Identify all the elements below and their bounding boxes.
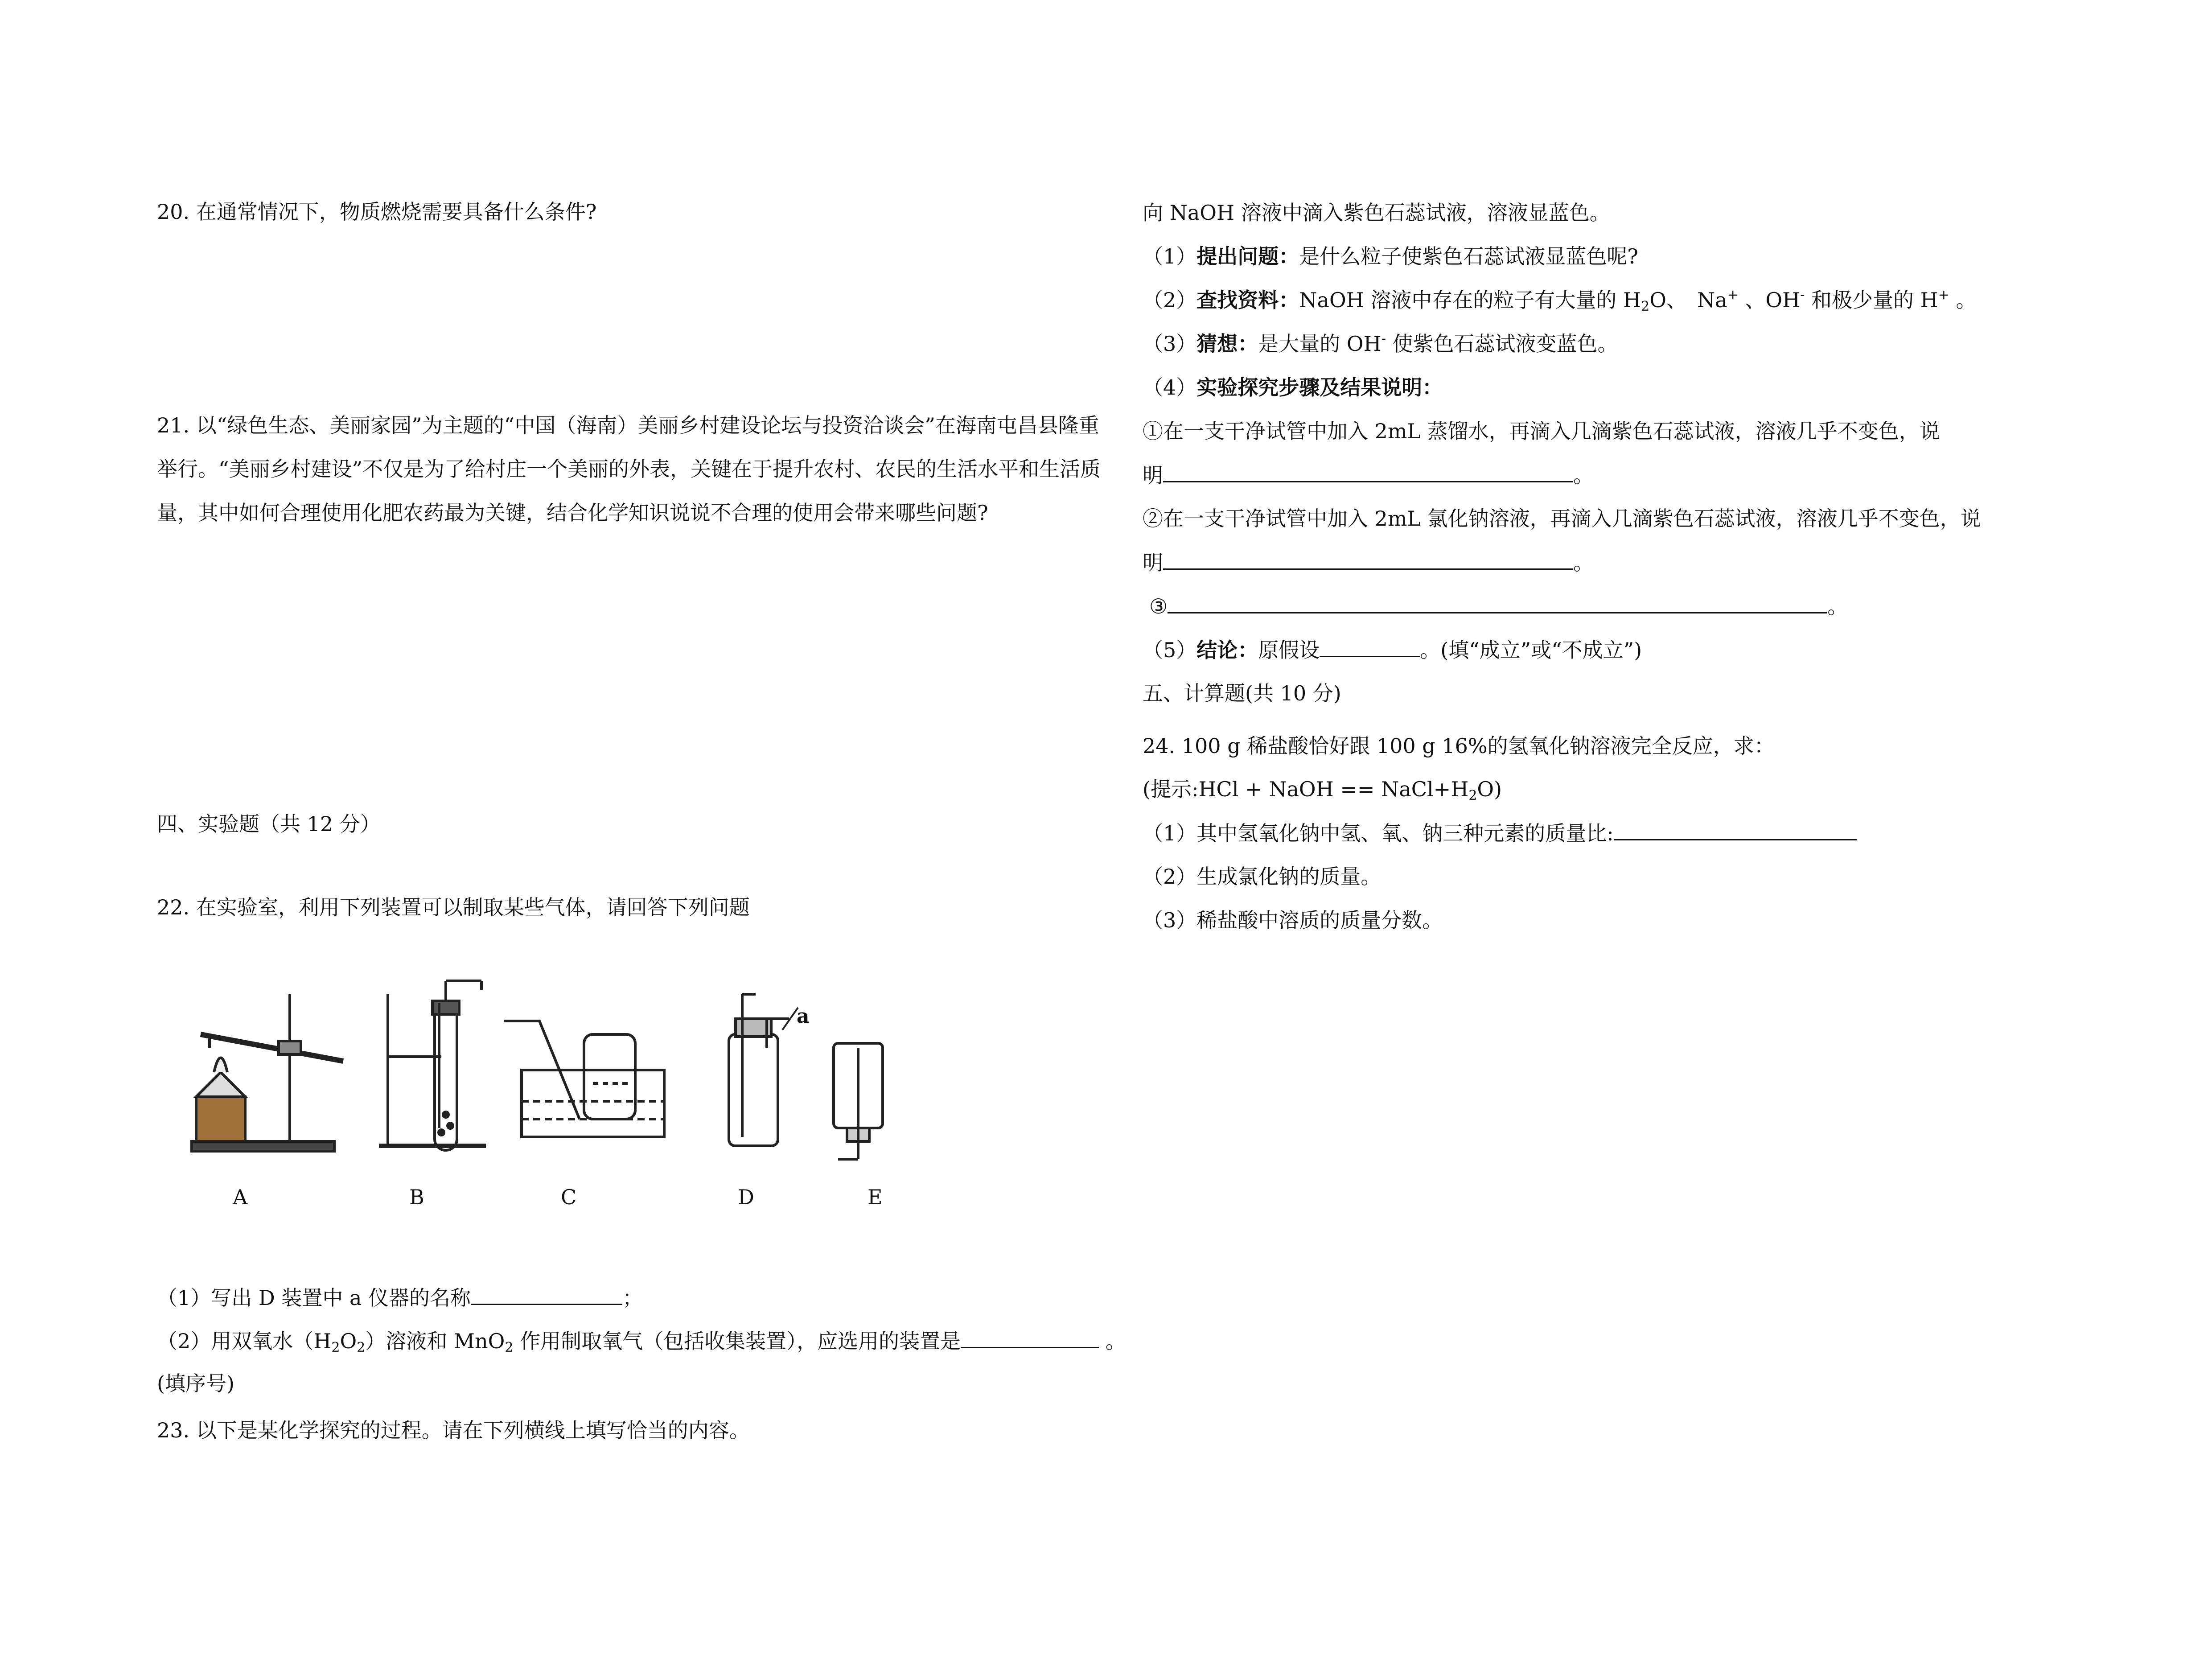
apparatus-b-drawing (379, 981, 486, 1150)
apparatus-d-marker-a: a (797, 1005, 810, 1028)
answer-blank-22-2[interactable] (961, 1327, 1099, 1348)
question-24-hint: (提示:HCl + NaOH == $NaCl+H_2O$) (1143, 777, 1502, 803)
q23-experiment-1-line-1: ①在一支干净试管中加入 2mL 蒸馏水，再滴入几滴紫色石蕊试液，溶液几乎不变色，说 (1143, 419, 1940, 443)
question-23: 23. 以下是某化学探究的过程。请在下列横线上填写恰当的内容。 (157, 1418, 750, 1442)
question-24-part-3: （3）稀盐酸中溶质的质量分数。 (1143, 908, 1443, 932)
answer-blank-23-conclusion[interactable] (1320, 636, 1420, 657)
answer-blank-22-1[interactable] (471, 1284, 622, 1305)
question-24: 24. 100 g 稀盐酸恰好跟 100 g 16%的氢氧化钠溶液完全反应，求： (1143, 734, 1775, 758)
question-24-part-2: （2）生成氯化钠的质量。 (1143, 864, 1381, 889)
answer-blank-23-2[interactable] (1163, 549, 1573, 570)
q23-step-4: （4）实验探究步骤及结果说明： (1143, 375, 1443, 399)
question-24-part-1: （1）其中氢氧化钠中氢、氧、钠三种元素的质量比: (1143, 819, 1857, 847)
figure-label-a: A (233, 1185, 248, 1209)
q23-experiment-3: ③ 。 (1149, 593, 1848, 620)
apparatus-figure (183, 967, 950, 1186)
question-22: 22. 在实验室，利用下列装置可以制取某些气体，请回答下列问题 (157, 895, 750, 919)
answer-blank-24-1[interactable] (1614, 819, 1857, 840)
q23-step-5: （5）结论：原假设 。(填“成立”或“不成立”) (1143, 636, 1642, 663)
q23-experiment-2-line-2: 明 。 (1143, 549, 1594, 576)
question-22-part-1: （1）写出 D 装置中 a 仪器的名称 ； (157, 1284, 643, 1311)
q23-step-3: （3）猜想：是大量的 OH- 使紫色石蕊试液变蓝色。 (1143, 331, 1618, 356)
answer-blank-23-3[interactable] (1168, 593, 1827, 613)
q23-intro: 向 NaOH 溶液中滴入紫色石蕊试液，溶液显蓝色。 (1143, 201, 1610, 225)
apparatus-c-drawing (504, 1021, 664, 1137)
figure-label-c: C (561, 1185, 577, 1209)
apparatus-a-drawing (192, 994, 343, 1151)
q23-experiment-2-line-1: ②在一支干净试管中加入 2mL 氯化钠溶液，再滴入几滴紫色石蕊试液，溶液几乎不变色，说 (1143, 506, 1981, 531)
figure-label-d: D (738, 1185, 754, 1209)
answer-blank-23-1[interactable] (1163, 461, 1573, 482)
q23-experiment-1-line-2: 明 。 (1143, 461, 1594, 489)
q23-step-1: （1）提出问题：是什么粒子使紫色石蕊试液显蓝色呢? (1143, 244, 1638, 268)
question-20: 20. 在通常情况下，物质燃烧需要具备什么条件? (157, 200, 597, 224)
question-22-note: (填序号) (157, 1371, 234, 1396)
figure-label-b: B (409, 1185, 424, 1209)
apparatus-e-drawing (834, 1043, 883, 1159)
question-22-part-2: （2）用双氧水$(H_2O_2)$溶液和 MnO$_2$ 作用制取氧气（包括收集装置），应选用的装置是 。 (157, 1327, 1126, 1354)
q23-step-2: （2）查找资料：NaOH 溶液中存在的粒子有大量的 $H_2O$、 Na+ 、OH- 和极少量的 H+ 。 (1143, 287, 1977, 314)
section-4-heading: 四、实验题（共 12 分） (157, 812, 381, 836)
apparatus-d-drawing (729, 994, 798, 1146)
question-21: 21. 以“绿色生态、美丽家园”为主题的“中国（海南）美丽乡村建设论坛与投资洽谈会”在海南屯昌县隆重举行。“美丽乡村建设”不仅是为了给村庄一个美丽的外表，关键在于提升农村、农民的生活水平和生活质量，其中如何合理使用化肥农药最为关键，结合化学知识说说不合理的使用会带来哪些问题? (157, 413, 1101, 525)
section-5-heading: 五、计算题(共 10 分) (1143, 681, 1341, 705)
figure-label-e: E (868, 1185, 883, 1209)
